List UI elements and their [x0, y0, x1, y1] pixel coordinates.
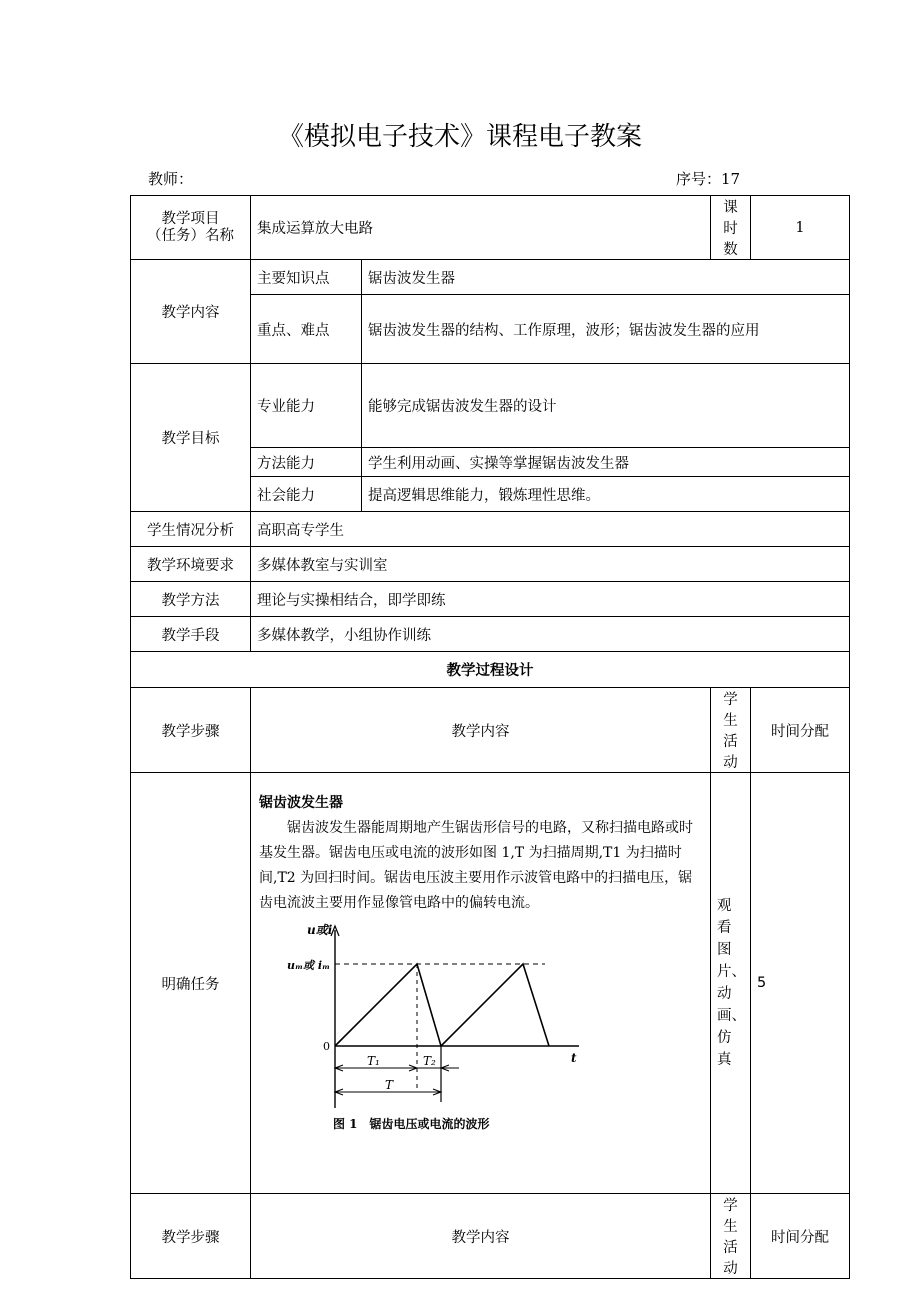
- origin-label: 0: [323, 1040, 330, 1053]
- header-step-repeat: 教学步骤: [131, 1194, 251, 1279]
- environment-value: 多媒体教室与实训室: [251, 547, 850, 582]
- header-time: 时间分配: [751, 688, 850, 773]
- header-step: 教学步骤: [131, 688, 251, 773]
- process-header-row-repeat: [131, 1194, 850, 1279]
- sawtooth-waveform-figure: [287, 922, 577, 1162]
- method-label: 教学方法: [131, 582, 251, 617]
- step-paragraph: 锯齿波发生器能周期地产生锯齿形信号的电路，又称扫描电路或时基发生器。锯齿电压或电流的波形如图 1,T 为扫描周期,T1 为扫描时间,T2 为回扫时间。锯齿电压波主要用作示波管电路中的扫描电压，锯齿电流波主要用作显像管电路中的偏转电流。: [259, 820, 693, 911]
- goals-label: 教学目标: [131, 364, 251, 512]
- students-label: 学生情况分析: [131, 512, 251, 547]
- key-points-value: 锯齿波发生器的结构、工作原理，波形；锯齿波发生器的应用: [362, 295, 850, 364]
- student-activity: 观看图片、动画、仿真: [711, 773, 751, 1194]
- method-ability-value: 学生利用动画、实操等掌握锯齿波发生器: [362, 448, 850, 477]
- t1-label: T₁: [367, 1054, 380, 1068]
- pro-ability-label: 专业能力: [251, 364, 362, 448]
- project-label-line1: 教学项目: [161, 210, 220, 227]
- lesson-plan-table: [130, 195, 850, 1279]
- page-title: 《模拟电子技术》课程电子教案: [277, 122, 642, 152]
- y-axis-label: u或i: [307, 923, 333, 937]
- figure-caption: 图 1 锯齿电压或电流的波形: [333, 1117, 490, 1131]
- header-content-repeat: 教学内容: [251, 1194, 711, 1279]
- knowledge-label: 主要知识点: [251, 260, 362, 295]
- pro-ability-value: 能够完成锯齿波发生器的设计: [362, 364, 850, 448]
- process-title: 教学过程设计: [131, 652, 850, 688]
- project-label-cell: [131, 196, 251, 260]
- students-value: 高职高专学生: [251, 512, 850, 547]
- social-ability-value: 提高逻辑思维能力，锻炼理性思维。: [362, 477, 850, 512]
- project-name: 集成运算放大电路: [251, 196, 711, 260]
- time-allocation: 5: [751, 773, 850, 1194]
- social-ability-label: 社会能力: [251, 477, 362, 512]
- hours-value: 1: [751, 196, 850, 260]
- means-label: 教学手段: [131, 617, 251, 652]
- step-name: 明确任务: [131, 773, 251, 1194]
- project-label-line2: （任务）名称: [147, 227, 234, 244]
- method-ability-label: 方法能力: [251, 448, 362, 477]
- teacher-label: 教师：: [148, 170, 194, 188]
- step-content: [251, 773, 711, 1194]
- header-activity-repeat: 学生活动: [711, 1194, 751, 1279]
- header-content: 教学内容: [251, 688, 711, 773]
- project-row: [131, 196, 850, 260]
- environment-label: 教学环境要求: [131, 547, 251, 582]
- t-label: T: [385, 1078, 394, 1092]
- process-row: [131, 773, 850, 1194]
- serial-number: 序号：17: [676, 170, 741, 188]
- process-header-row: [131, 688, 850, 773]
- means-value: 多媒体教学，小组协作训练: [251, 617, 850, 652]
- hours-label: 课时数: [711, 196, 751, 260]
- method-value: 理论与实操相结合，即学即练: [251, 582, 850, 617]
- step-subtitle: 锯齿波发生器: [259, 795, 343, 811]
- knowledge-value: 锯齿波发生器: [362, 260, 850, 295]
- key-points-label: 重点、难点: [251, 295, 362, 364]
- header-time-repeat: 时间分配: [751, 1194, 850, 1279]
- content-label: 教学内容: [131, 260, 251, 364]
- peak-label: uₘ或 iₘ: [287, 959, 331, 972]
- sawtooth-wave: [335, 964, 549, 1046]
- t2-label: T₂: [423, 1054, 436, 1068]
- header-activity-spacer: 学生活动: [711, 688, 751, 773]
- x-axis-label: t: [571, 1051, 577, 1065]
